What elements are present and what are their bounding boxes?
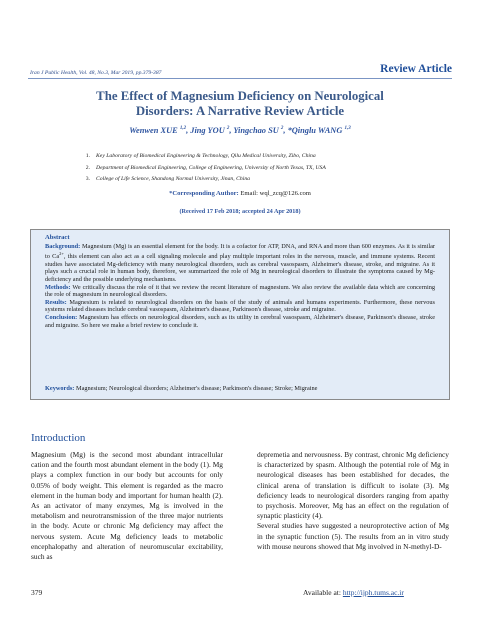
journal-url-link[interactable]: http://ijph.tums.ac.ir — [342, 588, 404, 597]
keywords-text: Magnesium; Neurological disorders; Alzheimer's disease; Parkinson's disease; Stroke; Migraine — [75, 385, 318, 393]
author-name: Wenwen XUE — [129, 126, 178, 135]
journal-reference: Iran J Public Health, Vol. 48, No.3, Mar 2019, pp.379-387 — [30, 70, 162, 76]
abstract-methods: Methods: We critically discuss the role of it that we review the recent literature of magnesium. We also review the available data which are concerning the role of magnesium in neurological disorders. — [45, 283, 436, 299]
abstract-box — [30, 229, 450, 400]
body-column-right — [257, 450, 449, 552]
abstract-background: Background: Magnesium (Mg) is an essential element for the body. It is a cofactor for ATP, DNA, and RNA and more than 600 enzymes. As it is similar to $Ca^{2+}$, this element can also act as a cell signaling molecule and play multiple important roles in the nervous, muscle, and immune systems. Recent studies have associated Mg-deficiency with many neurological disorders, such as cerebral vasospasm, Alzheimer's disease, stroke, and migraine. As it plays such a crucial role in human body, therefore, we summarized the role of Mg in neurological disorders to illustrate the symptoms caused by Mg-deficiency and the possible underlying mechanisms. — [45, 242, 436, 284]
author-name: Yingchao SU — [233, 126, 279, 135]
abstract-conclusion: Conclusion: Magnesium has effects on neurological disorders, such as its utility in cerebral vasospasm, Alzheimer's disease, Parkinson's disease, stroke and migraine. So here we make a brief review to conclude it. — [45, 314, 436, 329]
conclusion-label: Conclusion: — [45, 314, 78, 322]
author-name: Jing YOU — [190, 126, 225, 135]
body-paragraph: Several studies have suggested a neuroprotective action of Mg in the synaptic function (5). The results from an in vitro study with mouse neurons showed that Mg involved in N-methyl-D- — [257, 521, 449, 551]
author-list: Wenwen XUE $^{1,2}$, Jing YOU $^2$, Yingchao SU $^2$, *Qinglu WANG $^{1,3}$ — [129, 126, 351, 135]
author-affiliation-marker: 1,3 — [344, 126, 351, 132]
affiliation-text: College of Life Science, Shandong Normal University, Jinan, China — [96, 176, 251, 182]
abstract-results: Results: Magnesium is related to neurological disorders on the basis of the study of animals and humans experiments. Furthermore, these nervous systems related diseases include cerebral vasospasm, Alzheimer's disease, Parkinson's disease, stroke and migraine. — [45, 298, 435, 314]
body-paragraph: Magnesium (Mg) is the second most abundant intracellular cation and the fourth most abundant element in the body (1). Mg plays a complex function in our body but accounts for only 0.05% of body weight. This element is regarded as the macro element in the human body and important for human health (2). As an activator of many enzymes, Mg is involved in the metabolism and neurotransmission of the three major nutrients in the body. Acute or chronic Mg deficiency may affect the nervous system. Acute Mg deficiency leads to metabolic encephalopathy and alteration of neuromuscular excitability, such as — [31, 450, 223, 562]
affiliation-number: 2. — [85, 164, 90, 171]
affiliation-number: 3. — [85, 176, 90, 182]
corresponding-email[interactable]: Email: wql_zcq@126.com — [240, 190, 311, 197]
paper-title — [40, 89, 440, 119]
affiliation-number: 1. — [85, 153, 90, 159]
paper-title-line-2: Disorders: A Narrative Review Article — [135, 104, 345, 118]
availability-note — [303, 588, 404, 597]
affiliation-text: Key Laboratory of Biomedical Engineering & Technology, Qilu Medical University, Zibo, China — [96, 153, 316, 159]
keywords-label: Keywords: — [45, 385, 75, 393]
header-divider — [28, 78, 452, 79]
author-name: *Qinglu WANG — [287, 126, 343, 135]
page-number: 379 — [31, 588, 43, 597]
affiliation-list — [80, 151, 420, 186]
author-affiliation-marker: 1,2 — [179, 126, 187, 132]
author-affiliation-marker: 2 — [226, 126, 230, 132]
available-label: Available at: — [303, 588, 341, 597]
body-column-left — [31, 450, 223, 562]
corresponding-author-label: *Corresponding Author: — [169, 190, 239, 197]
received-dates: (Received 17 Feb 2018; accepted 24 Apr 2018) — [179, 208, 301, 215]
article-type-label: Review Article — [380, 63, 452, 75]
affiliation-item — [80, 174, 420, 186]
affiliation-text: Department of Biomedical Engineering, College of Engineering, University of North Texas, TX, USA — [96, 164, 326, 171]
author-affiliation-marker: 2 — [280, 126, 284, 132]
body-paragraph: depremetia and nervousness. By contrast, chronic Mg deficiency is characterized by spasm. Although the potential role of Mg in neurological diseases has been established for decades, the clinical arena of translation is difficult to isolate (3). Mg deficiency leads to neurological disorders ranging from apathy to psychosis. Moreover, Mg has an effect on the regulation of synaptic plasticity (4). — [257, 450, 449, 521]
background-label: Background: — [45, 242, 81, 250]
abstract-heading: Abstract — [45, 234, 70, 241]
methods-label: Methods: — [45, 283, 71, 291]
paper-title-line-1: The Effect of Magnesium Deficiency on Neurological — [96, 89, 384, 103]
affiliation-item — [80, 151, 420, 163]
section-heading-introduction: Introduction — [31, 432, 86, 444]
corresponding-author — [30, 190, 450, 197]
results-label: Results: — [45, 298, 67, 306]
keywords — [45, 385, 435, 393]
affiliation-item — [80, 163, 420, 175]
